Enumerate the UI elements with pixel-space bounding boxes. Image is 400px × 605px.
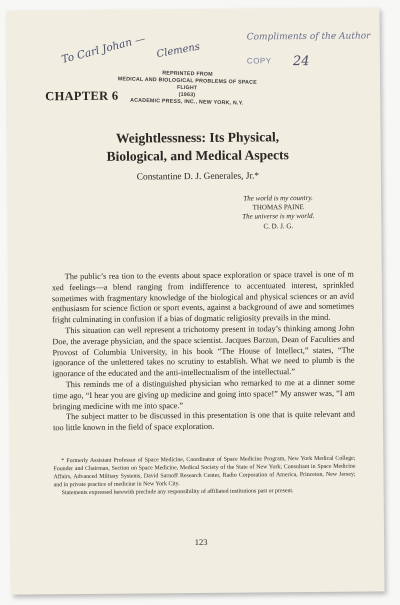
body-text bbox=[52, 270, 355, 435]
epigraph bbox=[198, 194, 358, 232]
stamp-line-2: MEDICAL AND BIOLOGICAL PROBLEMS OF SPACE FLIGHT bbox=[117, 76, 257, 92]
paragraph: This reminds me of a distinguished physician who remarked to me at a dinner some time ago, “I hear you are giving up medicine and going into space!” My answer was, “I am bringing medicine with me into space.” bbox=[52, 377, 355, 411]
epigraph-quote-1: The world is my country. bbox=[243, 193, 313, 203]
reprint-stamp bbox=[117, 69, 258, 108]
epigraph-quote-2: The universe is my world. bbox=[242, 212, 315, 221]
stamp-line-4: ACADEMIC PRESS, INC., NEW YORK, N.Y. bbox=[130, 97, 244, 107]
epigraph-attribution-1: THOMAS PAINE bbox=[252, 203, 304, 212]
paragraph: The public’s rea tion to the events about space exploration or space travel is one of m xed feelings—a blend ranging from indifference to accentuated interest, sprinkled sometimes with fragmentary knowledge of the biological and physical sciences or an avid enthusiasm for science fiction or sport events, against a background of awe and sometimes fright culminating in confusion if a bias of dogmatic religiosity prevails in the mind. bbox=[51, 269, 355, 325]
author-name: Constantine D. J. Generales, Jr.* bbox=[136, 171, 260, 183]
document-page bbox=[6, 7, 384, 594]
stamp-line-1: REPRINTED FROM bbox=[162, 70, 213, 78]
handwritten-signature: Clemens bbox=[155, 41, 201, 61]
title-line-2: Biological, and Medical Aspects bbox=[106, 147, 289, 164]
footnote: Statements expressed herewith preclude any responsibility of affiliated institutions past or present. bbox=[61, 488, 294, 497]
chapter-heading: CHAPTER 6 bbox=[45, 88, 119, 104]
handwritten-compliments: Compliments of the Author bbox=[246, 31, 371, 43]
copy-label: COPY bbox=[246, 56, 272, 66]
article-title bbox=[48, 128, 348, 167]
footnotes bbox=[53, 455, 355, 498]
title-line-1: Weightlessness: Its Physical, bbox=[115, 129, 280, 146]
paragraph: This situation can well represent a trichotomy present in today’s thinking among John Doe, the average physician, and the space scientist. Jacques Barzun, Dean of Faculties and Provost of Columbia University, in his book “The House of Intellect,” states, “The ignorance of the unlettered takes no scrutiny to establish. What we need to plumb is the ignorance of the educated and the anti-intellectualism of the intellectual.” bbox=[52, 323, 355, 379]
footnote: * Formerly Assistant Professor of Space Medicine, Coordinator of Space Medicine Program, New York Medical College; Founder and Chairman, Section on Space Medicine, Medical Society of the State of New York; Consultant in Space Medicine Affairs, Advanced Military Systems, David Sarnoff Research Center, Radio Corporation of America, Princeton, New Jersey; and in private practice of medicine in New York City. bbox=[53, 455, 356, 489]
stamp-line-3: (1963) bbox=[178, 91, 196, 99]
copy-number: 24 bbox=[292, 53, 310, 70]
page-number: 123 bbox=[194, 536, 208, 548]
paragraph: The subject matter to be discussed in this presentation is one that is quite relevant and too little known in the field of space exploration. bbox=[53, 409, 356, 433]
epigraph-attribution-2: C. D. J. G. bbox=[263, 221, 294, 231]
handwritten-inscription: To Carl Johan — bbox=[60, 32, 147, 66]
